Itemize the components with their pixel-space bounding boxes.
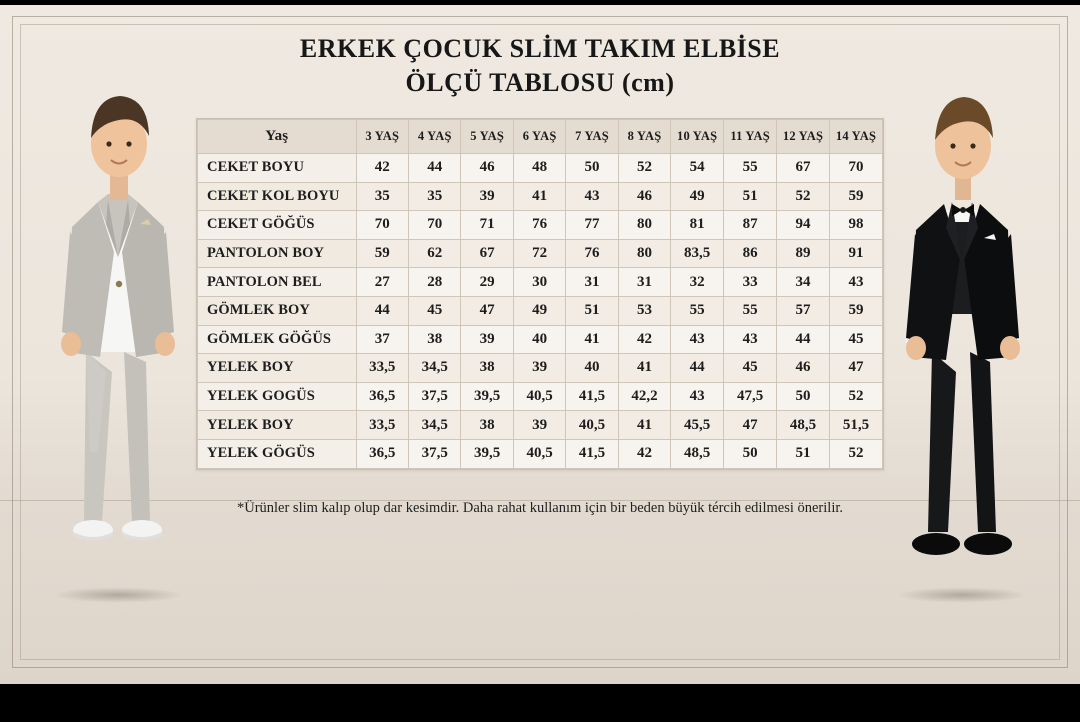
cell: 70 <box>829 154 882 183</box>
cell: 41,5 <box>566 382 618 411</box>
figure-shadow-right <box>897 587 1027 603</box>
size-table-card <box>196 118 884 470</box>
cell: 47 <box>724 411 777 440</box>
column-header: 14 YAŞ <box>829 120 882 154</box>
cell: 43 <box>671 382 724 411</box>
cell: 40,5 <box>513 382 565 411</box>
table-row <box>198 211 883 240</box>
cell: 44 <box>409 154 461 183</box>
table-row <box>198 239 883 268</box>
cell: 47,5 <box>724 382 777 411</box>
cell: 67 <box>461 239 513 268</box>
cell: 55 <box>724 154 777 183</box>
cell: 33,5 <box>356 411 408 440</box>
cell: 62 <box>409 239 461 268</box>
cell: 76 <box>513 211 565 240</box>
cell: 42 <box>618 439 670 468</box>
row-label: GÖMLEK BOY <box>198 296 357 325</box>
row-label: GÖMLEK GÖĞÜS <box>198 325 357 354</box>
cell: 53 <box>618 296 670 325</box>
cell: 48,5 <box>671 439 724 468</box>
page-title <box>180 32 900 100</box>
cell: 57 <box>777 296 830 325</box>
cell: 51,5 <box>829 411 882 440</box>
cell: 42 <box>618 325 670 354</box>
top-letterbox-bar <box>0 0 1080 5</box>
cell: 98 <box>829 211 882 240</box>
table-row <box>198 325 883 354</box>
cell: 33,5 <box>356 354 408 383</box>
cell: 30 <box>513 268 565 297</box>
cell: 41 <box>566 325 618 354</box>
row-label: CEKET KOL BOYU <box>198 182 357 211</box>
cell: 28 <box>409 268 461 297</box>
cell: 48 <box>513 154 565 183</box>
table-row <box>198 182 883 211</box>
cell: 94 <box>777 211 830 240</box>
cell: 35 <box>409 182 461 211</box>
cell: 39 <box>461 325 513 354</box>
row-label: CEKET GÖĞÜS <box>198 211 357 240</box>
cell: 46 <box>461 154 513 183</box>
cell: 44 <box>671 354 724 383</box>
row-label: PANTOLON BEL <box>198 268 357 297</box>
cell: 39,5 <box>461 382 513 411</box>
row-label: YELEK GOGÜS <box>198 382 357 411</box>
size-table-body <box>198 154 883 469</box>
table-row <box>198 296 883 325</box>
cell: 37 <box>356 325 408 354</box>
cell: 59 <box>356 239 408 268</box>
cell: 43 <box>671 325 724 354</box>
cell: 45 <box>724 354 777 383</box>
row-label: YELEK GÖGÜS <box>198 439 357 468</box>
footnote: *Ürünler slim kalıp olup dar kesimdir. Daha rahat kullanım için bir beden büyük tércih edilmesi önerilir. <box>236 500 844 516</box>
title-line-2-text: ÖLÇÜ TABLOSU <box>405 68 615 97</box>
cell: 45 <box>829 325 882 354</box>
cell: 36,5 <box>356 382 408 411</box>
table-row <box>198 439 883 468</box>
cell: 41 <box>618 411 670 440</box>
cell: 83,5 <box>671 239 724 268</box>
cell: 38 <box>409 325 461 354</box>
cell: 72 <box>513 239 565 268</box>
title-line-1: ERKEK ÇOCUK SLİM TAKIM ELBİSE <box>299 34 781 63</box>
cell: 54 <box>671 154 724 183</box>
cell: 48,5 <box>777 411 830 440</box>
cell: 76 <box>566 239 618 268</box>
cell: 32 <box>671 268 724 297</box>
title-line-2 <box>180 66 900 100</box>
size-table-head <box>198 120 883 154</box>
cell: 43 <box>566 182 618 211</box>
cell: 35 <box>356 182 408 211</box>
cell: 59 <box>829 182 882 211</box>
cell: 52 <box>777 182 830 211</box>
cell: 41,5 <box>566 439 618 468</box>
size-table <box>197 119 883 469</box>
cell: 42 <box>356 154 408 183</box>
cell: 34,5 <box>409 411 461 440</box>
cell: 36,5 <box>356 439 408 468</box>
table-row <box>198 154 883 183</box>
cell: 47 <box>461 296 513 325</box>
cell: 55 <box>671 296 724 325</box>
title-unit: (cm) <box>621 68 675 97</box>
cell: 51 <box>566 296 618 325</box>
cell: 70 <box>409 211 461 240</box>
cell: 46 <box>618 182 670 211</box>
cell: 80 <box>618 211 670 240</box>
table-corner-header: Yaş <box>198 120 357 154</box>
cell: 77 <box>566 211 618 240</box>
cell: 34,5 <box>409 354 461 383</box>
cell: 71 <box>461 211 513 240</box>
cell: 46 <box>777 354 830 383</box>
figure-shadow-left <box>53 587 183 603</box>
cell: 44 <box>356 296 408 325</box>
cell: 52 <box>829 439 882 468</box>
column-header: 12 YAŞ <box>777 120 830 154</box>
bottom-letterbox-bar <box>0 684 1080 722</box>
cell: 67 <box>777 154 830 183</box>
cell: 45,5 <box>671 411 724 440</box>
cell: 52 <box>829 382 882 411</box>
cell: 37,5 <box>409 382 461 411</box>
column-header: 8 YAŞ <box>618 120 670 154</box>
table-row <box>198 382 883 411</box>
cell: 42,2 <box>618 382 670 411</box>
cell: 38 <box>461 354 513 383</box>
cell: 31 <box>566 268 618 297</box>
cell: 81 <box>671 211 724 240</box>
cell: 89 <box>777 239 830 268</box>
cell: 27 <box>356 268 408 297</box>
cell: 44 <box>777 325 830 354</box>
cell: 55 <box>724 296 777 325</box>
cell: 37,5 <box>409 439 461 468</box>
cell: 39 <box>513 354 565 383</box>
table-row <box>198 268 883 297</box>
row-label: YELEK BOY <box>198 354 357 383</box>
cell: 40 <box>513 325 565 354</box>
row-label: CEKET BOYU <box>198 154 357 183</box>
column-header: 7 YAŞ <box>566 120 618 154</box>
row-label: YELEK BOY <box>198 411 357 440</box>
cell: 50 <box>777 382 830 411</box>
cell: 47 <box>829 354 882 383</box>
cell: 80 <box>618 239 670 268</box>
cell: 40,5 <box>566 411 618 440</box>
cell: 39 <box>461 182 513 211</box>
cell: 39 <box>513 411 565 440</box>
cell: 86 <box>724 239 777 268</box>
cell: 49 <box>671 182 724 211</box>
boy-black-tuxedo-photo <box>872 52 1052 597</box>
cell: 34 <box>777 268 830 297</box>
table-row <box>198 354 883 383</box>
cell: 31 <box>618 268 670 297</box>
cell: 40,5 <box>513 439 565 468</box>
cell: 87 <box>724 211 777 240</box>
cell: 50 <box>724 439 777 468</box>
cell: 29 <box>461 268 513 297</box>
cell: 70 <box>356 211 408 240</box>
cell: 50 <box>566 154 618 183</box>
column-header: 3 YAŞ <box>356 120 408 154</box>
cell: 43 <box>724 325 777 354</box>
cell: 39,5 <box>461 439 513 468</box>
cell: 43 <box>829 268 882 297</box>
cell: 59 <box>829 296 882 325</box>
cell: 40 <box>566 354 618 383</box>
column-header: 11 YAŞ <box>724 120 777 154</box>
cell: 38 <box>461 411 513 440</box>
boy-grey-suit-photo <box>28 52 208 597</box>
cell: 41 <box>618 354 670 383</box>
cell: 33 <box>724 268 777 297</box>
column-header: 6 YAŞ <box>513 120 565 154</box>
cell: 51 <box>724 182 777 211</box>
table-row <box>198 411 883 440</box>
cell: 51 <box>777 439 830 468</box>
cell: 91 <box>829 239 882 268</box>
column-header: 4 YAŞ <box>409 120 461 154</box>
row-label: PANTOLON BOY <box>198 239 357 268</box>
column-header: 5 YAŞ <box>461 120 513 154</box>
column-header: 10 YAŞ <box>671 120 724 154</box>
cell: 49 <box>513 296 565 325</box>
table-header-row <box>198 120 883 154</box>
cell: 52 <box>618 154 670 183</box>
cell: 45 <box>409 296 461 325</box>
cell: 41 <box>513 182 565 211</box>
